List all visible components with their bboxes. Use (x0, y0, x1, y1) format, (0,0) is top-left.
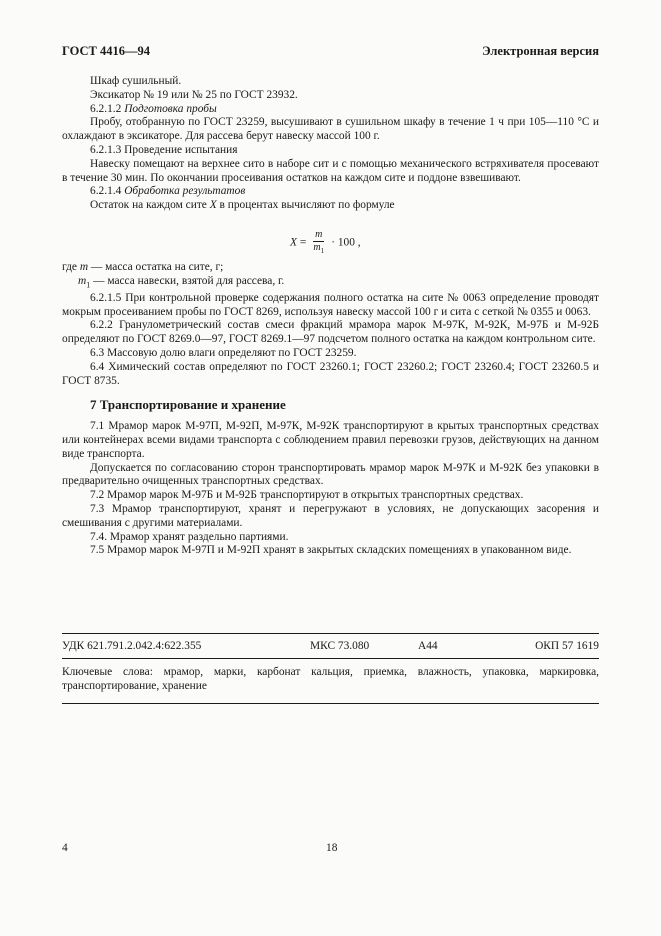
formula: X = $\frac{m}{m_1}$ · 100 , (290, 228, 361, 255)
a-code: А44 (418, 640, 438, 652)
paragraph: Шкаф сушильный. (90, 75, 182, 87)
page-number-center: 18 (326, 842, 338, 854)
divider (62, 658, 599, 659)
where-line: $m_1$ — масса навески, взятой для рассева, г. (78, 274, 285, 290)
section-heading: 6.2.1.2 Подготовка пробы (90, 102, 217, 115)
paragraph: 6.2.1.5 При контрольной проверке содержания полного остатка на сите № 0063 определение проводят мокрым просеиванием пробы по ГОСТ 8269, используя навеску массой 100 г и сита с сеткой № 0355 и 0063. (62, 291, 599, 318)
udk-code: УДК 621.791.2.042.4:622.355 (62, 640, 202, 652)
mks-code: МКС 73.080 (310, 640, 370, 652)
page-number-left: 4 (62, 842, 68, 854)
divider (62, 703, 599, 704)
section-heading: 6.2.1.3 Проведение испытания (90, 143, 238, 156)
paragraph: Эксикатор № 19 или № 25 по ГОСТ 23932. (90, 88, 298, 101)
paragraph: Остаток на каждом сите X в процентах вычисляют по формуле (90, 199, 395, 212)
paragraph: 7.1 Мрамор марок М-97П, М-92П, М-97К, М-92К транспортируют в крытых транспортных средствах или контейнерах всеми видами транспорта с соблюдением правил перевозки грузов, действующих на данном виде транспорта. (62, 420, 599, 460)
section-title: 7 Транспортирование и хранение (90, 397, 286, 413)
paragraph: Навеску помещают на верхнее сито в наборе сит и с помощью механического встряхивателя просевают в течение 30 мин. По окончании просеивания остатков на каждом сите и поддоне взвешивают. (62, 157, 599, 184)
paragraph: 6.3 Массовую долю влаги определяют по ГОСТ 23259. (90, 347, 357, 360)
standard-number: ГОСТ 4416—94 (62, 44, 151, 58)
okp-code: ОКП 57 1619 (535, 640, 599, 652)
divider (62, 633, 599, 634)
formula-fraction: $\frac{m}{m_1}$ (313, 228, 325, 255)
keywords: Ключевые слова: мрамор, марки, карбонат кальция, приемка, влажность, упаковка, маркировка, транспортирование, хранение (62, 666, 599, 692)
paragraph: 7.5 Мрамор марок М-97П и М-92П хранят в закрытых складских помещениях в упакованном виде. (90, 544, 572, 557)
paragraph: 7.4. Мрамор хранят раздельно партиями. (90, 530, 289, 543)
paragraph: 6.4 Химический состав определяют по ГОСТ 23260.1; ГОСТ 23260.2; ГОСТ 23260.4; ГОСТ 23260.5 и ГОСТ 8735. (62, 360, 599, 387)
paragraph: 7.3 Мрамор транспортируют, хранят и перегружают в условиях, не допускающих засорения и смешивания с другими материалами. (62, 503, 599, 529)
section-heading: 6.2.1.4 Обработка результатов (90, 185, 246, 198)
document-body (62, 75, 599, 558)
paragraph: Допускается по согласованию сторон транспортировать мрамор марок М-97К и М-92К без упаковки в предварительно очищенных транспортных средствах. (62, 461, 599, 488)
paragraph: Пробу, отобранную по ГОСТ 23259, высушивают в сушильном шкафу в течение 1 ч при 105—110 °С и охлаждают в эксикаторе. Для рассева берут навеску массой 100 г. (62, 116, 599, 143)
paragraph: 6.2.2 Гранулометрический состав смеси фракций мрамора марок М-97К, М-92К, М-97Б и М-92Б определяют по ГОСТ 8269.0—97, ГОСТ 8269.1—97 подсчетом полного остатка на каждом контрольном сите. (62, 319, 599, 346)
paragraph: 7.2 Мрамор марок М-97Б и М-92Б транспортируют в открытых транспортных средствах. (90, 489, 524, 502)
version-label: Электронная версия (482, 44, 599, 58)
where-line: где m — масса остатка на сите, г; (62, 260, 224, 273)
